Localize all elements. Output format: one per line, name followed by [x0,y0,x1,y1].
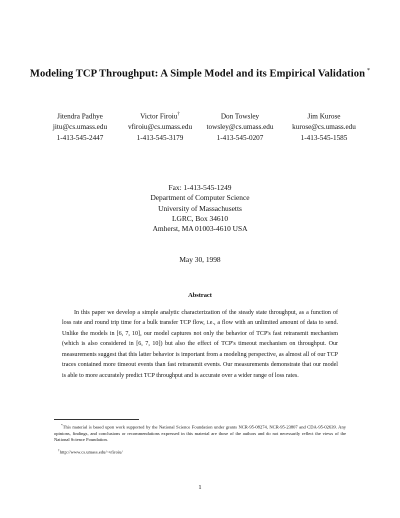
mail-box: LGRC, Box 34610 [171,213,229,223]
author-email: towsley@cs.umass.edu [206,123,274,132]
footnote-funding: *This material is based upon work supported by the National Science Foundation under grants NCR-95-08274, NCR-95-23807 and CDA-95-02639. Any opinions, findings, and conclusions or recommendations expressed in this material are those of the authors and do not necessarily reflect the views of the National Science Foundation. [54,423,346,443]
paper-date: May 30, 1998 [179,255,221,264]
title-text: Modeling TCP Throughput: A Simple Model and its Empirical Validation [29,68,366,80]
author-phone: 1-413-545-2447 [56,134,104,143]
affiliation-block [0,183,400,234]
author-phone: 1-413-545-0207 [216,134,264,143]
abstract-heading: Abstract [188,292,212,299]
department: Department of Computer Science [150,193,250,203]
author-email: vfiroiu@cs.umass.edu [127,123,193,132]
author-name: Victor Firoiu† [140,112,180,121]
footnote-url: †http://www.cs.umass.edu/~vfiroiu/ [58,448,123,455]
author-phone: 1-413-545-3179 [136,134,184,143]
footnote-rule [54,419,139,420]
page-number: 1 [198,484,202,491]
author-email: kurose@cs.umass.edu [292,123,356,132]
author-name: Don Towsley [220,112,260,121]
abstract-body: In this paper we develop a simple analytic characterization of the steady state throughput, as a function of loss rate and round trip time for a bulk transfer TCP flow, i.e., a flow with an unlimited amount of data to send. Unlike the models in [6, 7, 10], our model captures not only the behavior of TCP's fast retransmit mechanism (which is also considered in [6, 7, 10]) but also the effect of TCP's timeout mechanism on throughput. Our measurements suggest that this latter behavior is important from a modeling perspective, as almost all of our TCP traces contained more timeout events than fast retransmit events. Our measurements demonstrate that our model is able to more accurately predict TCP throughput and is accurate over a wider range of loss rates. [62,310,338,379]
paper-title [0,68,400,80]
university: University of Massachusetts [158,203,242,213]
author-phone: 1-413-545-1585 [300,134,348,143]
author-name: Jitendra Padhye [57,112,103,121]
city-line: Amherst, MA 01003-4610 USA [152,224,248,234]
author-email: jitu@cs.umass.edu [52,123,108,132]
title-footnote-mark: * [367,68,371,74]
fax-number: Fax: 1-413-545-1249 [168,183,232,192]
author-block [269,109,379,144]
author-name: Jim Kurose [307,112,341,121]
